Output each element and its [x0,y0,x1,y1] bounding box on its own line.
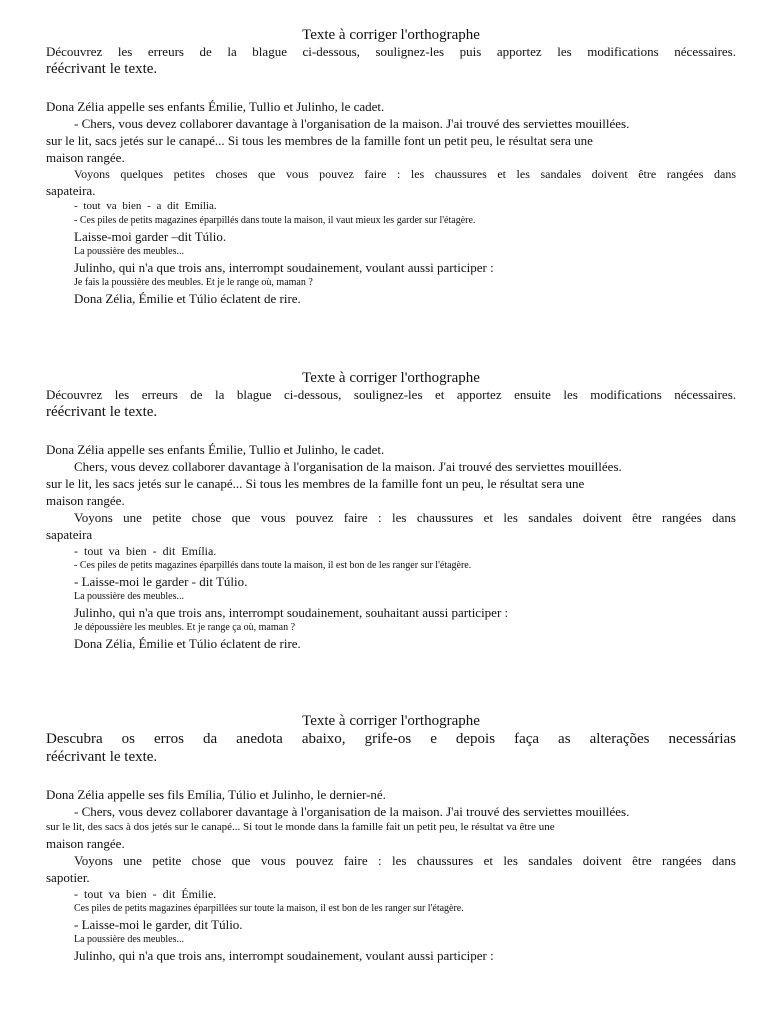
text-line: sur le lit, des sacs à dos jetés sur le canapé... Si tout le monde dans la famille fait un petit peu, le résultat va être une [46,821,555,833]
text-line: sur le lit, les sacs jetés sur le canapé... Si tous les membres de la famille font un peu, le résultat sera une [46,476,585,491]
instruction-text: Descubra os erros da anedota abaixo, grife-os e depois faça as alterações necessárias [46,731,736,747]
text-line: sur le lit, sacs jetés sur le canapé... Si tous les membres de la famille font un petit peu, le résultat sera une [46,133,593,148]
text-line: maison rangée. [46,836,125,851]
rewrite-instruction: réécrivant le texte. [46,61,158,77]
text-line: sapateira [46,527,93,542]
text-line: Chers, vous devez collaborer davantage à l'organisation de la maison. J'ai trouvé des serviettes mouillées. [74,459,622,474]
text-line: sapateira. [46,183,96,198]
text-line: Je fais la poussière des meubles. Et je le range où, maman ? [74,277,313,288]
text-line: - Laisse-moi le garder, dit Túlio. [74,917,243,932]
section-title: Texte à corriger l'orthographe [302,27,480,43]
text-line: La poussière des meubles... [74,246,184,257]
text-line: Voyons une petite chose que vous pouvez faire : les chaussures et les sandales doivent être rangées dans [74,853,736,868]
text-line: Dona Zélia appelle ses fils Emília, Túlio et Julinho, le dernier-né. [46,787,386,802]
text-line: Dona Zélia appelle ses enfants Émilie, Tullio et Julinho, le cadet. [46,99,385,114]
exercise-section-2 [46,369,736,652]
text-line: Dona Zélia, Émilie et Túlio éclatent de rire. [74,636,301,651]
section-title: Texte à corriger l'orthographe [302,713,480,729]
text-line: - Chers, vous devez collaborer davantage à l'organisation de la maison. J'ai trouvé des serviettes mouillées. [74,804,630,819]
text-line: Voyons une petite chose que vous pouvez faire : les chaussures et les sandales doivent être rangées dans [74,510,736,525]
text-line: Ces piles de petits magazines éparpillées sur toute la maison, il est bon de les ranger sur l'étagère. [74,903,464,914]
rewrite-instruction: réécrivant le texte. [46,749,158,765]
text-line: - Ces piles de petits magazines éparpillés dans toute la maison, il est bon de les ranger sur l'étagère. [74,560,472,571]
text-line: La poussière des meubles... [74,591,184,602]
text-line: Julinho, qui n'a que trois ans, interrompt soudainement, voulant aussi participer : [74,260,494,275]
text-line: Dona Zélia, Émilie et Túlio éclatent de rire. [74,291,301,306]
text-line: Dona Zélia appelle ses enfants Émilie, Tullio et Julinho, le cadet. [46,442,385,457]
text-line: Laisse-moi garder –dit Túlio. [74,229,227,244]
text-line: - Chers, vous devez collaborer davantage à l'organisation de la maison. J'ai trouvé des serviettes mouillées. [74,116,630,131]
text-line: Voyons quelques petites choses que vous pouvez faire : les chaussures et les sandales doivent être rangées dans [74,167,736,181]
text-line: - Ces piles de petits magazines éparpillés dans toute la maison, il vaut mieux les garder sur l'étagère. [74,215,476,226]
text-line: Je dépoussière les meubles. Et je range ça où, maman ? [74,622,296,633]
text-line: - Laisse-moi le garder - dit Túlio. [74,574,248,589]
text-line: Julinho, qui n'a que trois ans, interrompt soudainement, souhaitant aussi participer : [74,605,509,620]
instruction-text: Découvrez les erreurs de la blague ci-dessous, soulignez-les puis apportez les modifications nécessaires. [46,44,736,59]
text-line: - tout va bien - dit Émilie. [74,887,217,901]
rewrite-instruction: réécrivant le texte. [46,404,158,420]
text-line: maison rangée. [46,150,125,165]
exercise-section-3 [46,712,736,964]
text-line: - tout va bien - a dit Emília. [74,200,217,212]
text-line: - tout va bien - dit Emília. [74,544,217,558]
text-line: La poussière des meubles... [74,934,184,945]
text-line: Julinho, qui n'a que trois ans, interrompt soudainement, voulant aussi participer : [74,948,494,963]
exercise-section-1 [46,26,736,307]
section-title: Texte à corriger l'orthographe [302,370,480,386]
text-line: maison rangée. [46,493,125,508]
text-line: sapotier. [46,870,90,885]
instruction-text: Découvrez les erreurs de la blague ci-dessous, soulignez-les et apportez ensuite les modifications nécessaires. [46,387,736,402]
